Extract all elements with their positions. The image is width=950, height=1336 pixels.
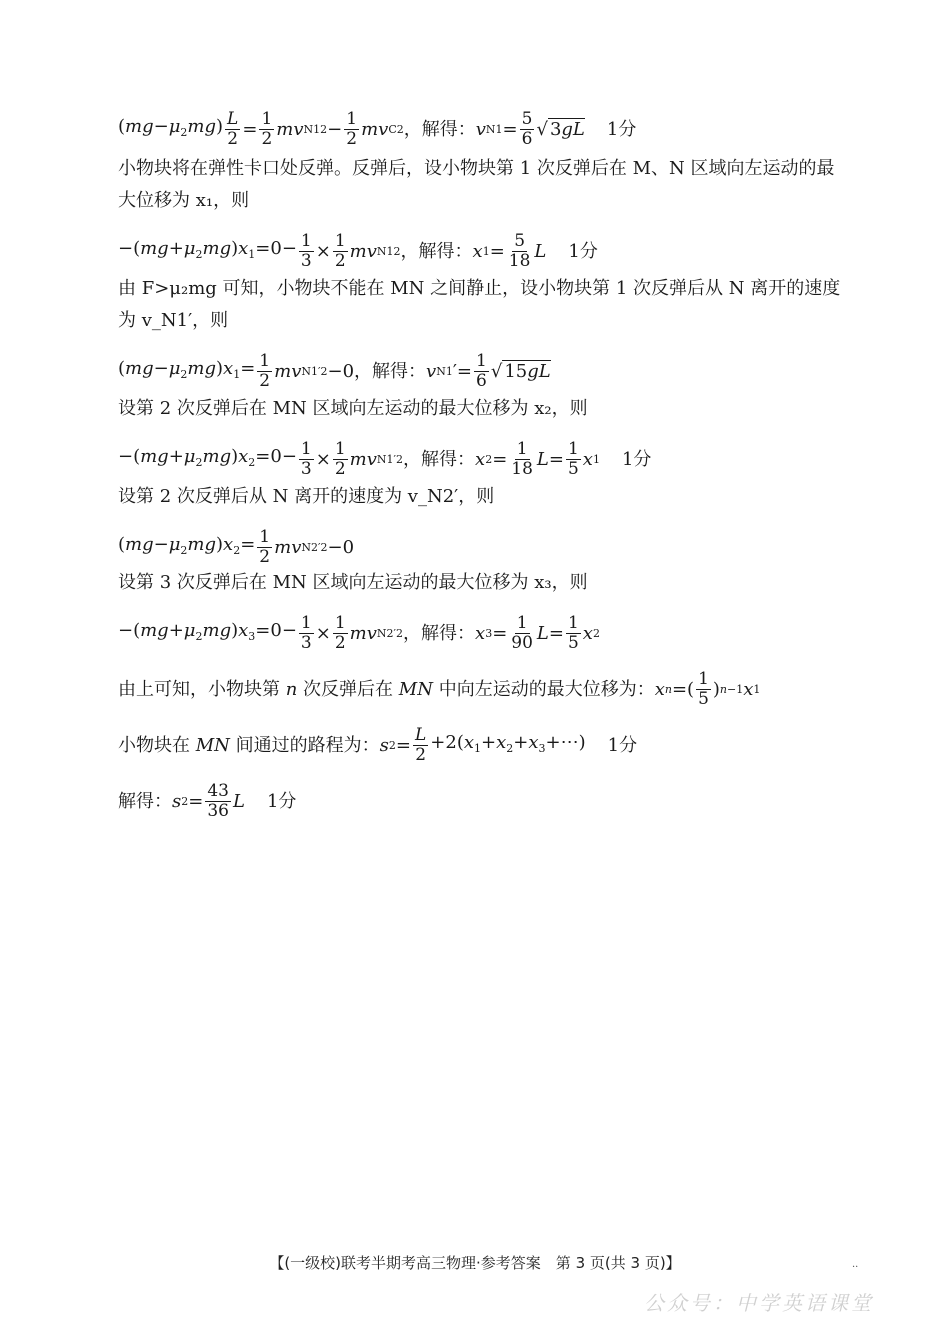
text-line-2 bbox=[118, 158, 878, 180]
score-label: 1分 bbox=[266, 790, 297, 812]
equation-line-1: $(mg-\mu_2mg)$ $\frac{L}{2}$ = $\frac{1}{2}$ mv N1 2 − $\frac{1}{2}$ mv C 2 ，解得： v N1 = $\frac{5}{6}$ √ 3gL 1分 bbox=[118, 109, 637, 149]
text-content: 小物块将在弹性卡口处反弹。反弹后，设小物块第 1 次反弹后在 M、N 区域向左运动的最 bbox=[118, 158, 835, 179]
corner-mark: ·· bbox=[852, 1262, 859, 1273]
text-content: 设第 3 次反弹后在 MN 区域向左运动的最大位移为 x₃，则 bbox=[118, 572, 588, 593]
equation-line-14: 由上可知，小物块第 n 次反弹后在 MN 中向左运动的最大位移为： x n =( $\frac{1}{5}$ ) n−1 x 1 bbox=[118, 669, 761, 709]
text-content: 为 v_N1′，则 bbox=[118, 310, 229, 331]
text-line-5 bbox=[118, 278, 878, 300]
text-line-3 bbox=[118, 190, 878, 212]
equation-line-9: $-(mg+\mu_2mg)x_2=0-$ $\frac{1}{3}$ × $\frac{1}{2}$ mv N1 ′2 ，解得： x 2 = $\frac{1}{18}$ L = $\frac{1}{5}$ x 1 1分 bbox=[118, 439, 652, 479]
equation-line-16: 解得： s 2 = $\frac{43}{36}$ L 1分 bbox=[118, 781, 297, 821]
watermark: 公众号：中学英语课堂 bbox=[644, 1291, 874, 1315]
equation-line-15: 小物块在 MN 间通过的路程为： s 2 = $\frac{L}{2}$ $+2(x_1+x_2+x_3+\cdots)$ 1分 bbox=[118, 725, 638, 765]
score-label: 1分 bbox=[606, 118, 637, 140]
equation-line-13: $-(mg+\mu_2mg)x_3=0-$ $\frac{1}{3}$ × $\frac{1}{2}$ mv N2 ′2 ，解得： x 3 = $\frac{1}{90}$ L = $\frac{1}{5}$ x 2 bbox=[118, 613, 600, 653]
equation-line-11: $(mg-\mu_2mg)x_2=$ $\frac{1}{2}$ mv N2 ′2 −0 bbox=[118, 527, 355, 567]
text-line-10 bbox=[118, 486, 878, 508]
score-label: 1分 bbox=[568, 240, 598, 262]
text-line-6 bbox=[118, 310, 878, 332]
text-content: 大位移为 x₁，则 bbox=[118, 190, 250, 211]
text-content: 由 F>μ₂mg 可知，小物块不能在 MN 之间静止，设小物块第 1 次反弹后从 N 离开的速度 bbox=[118, 278, 841, 299]
page-footer: 【(一级校)联考半期考高三物理·参考答案 第 3 页(共 3 页)】 bbox=[269, 1254, 681, 1272]
text-line-12 bbox=[118, 572, 878, 594]
text-line-8 bbox=[118, 398, 878, 420]
equation-line-7: $(mg-\mu_2mg)x_1=$ $\frac{1}{2}$ mv N1 ′2 −0，解得： v N1 ′= $\frac{1}{6}$ √ 15gL bbox=[118, 351, 551, 391]
text-content: 设第 2 次反弹后在 MN 区域向左运动的最大位移为 x₂，则 bbox=[118, 398, 588, 419]
equation-line-4: $-(mg+\mu_2mg)x_1=0-$ $\frac{1}{3}$ × $\frac{1}{2}$ mv N1 2 ，解得： x 1 = $\frac{5}{18}$ L 1分 bbox=[118, 231, 598, 271]
score-label: 1分 bbox=[621, 448, 652, 470]
text-content: 设第 2 次反弹后从 N 离开的速度为 v_N2′，则 bbox=[118, 486, 495, 507]
score-label: 1分 bbox=[607, 734, 638, 756]
